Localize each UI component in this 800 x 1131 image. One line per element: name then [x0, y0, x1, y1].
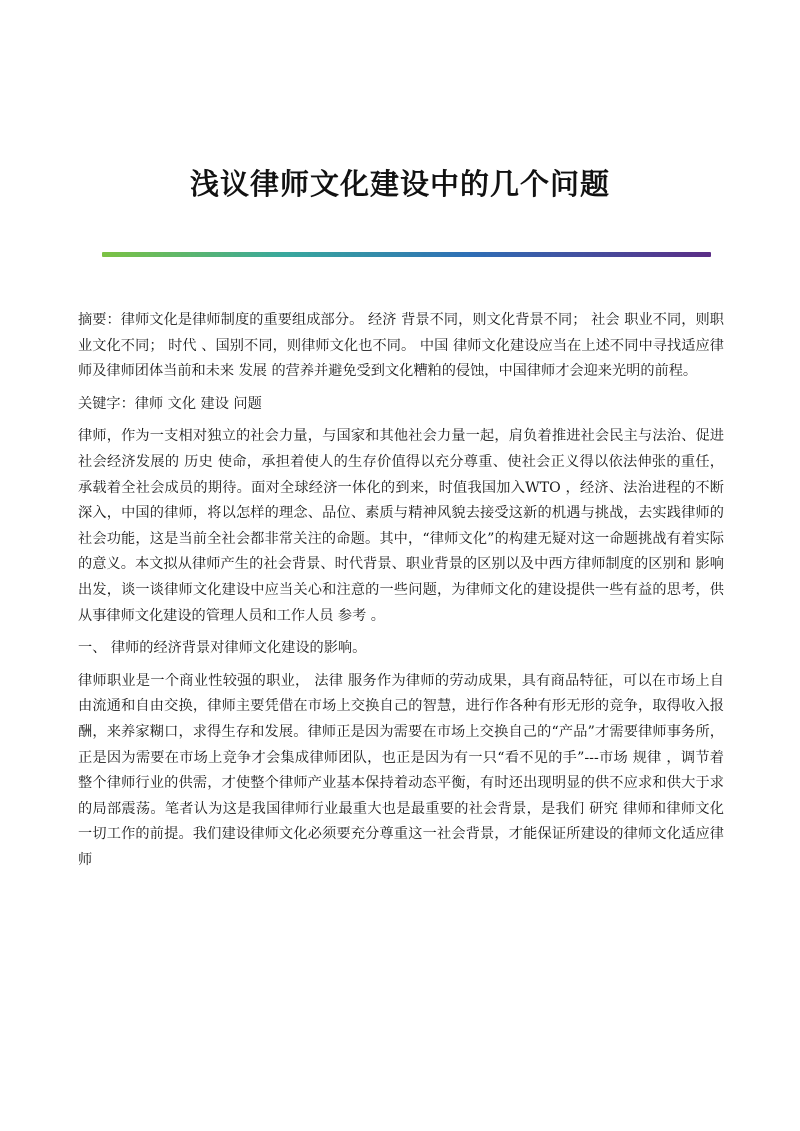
- document-body: [78, 308, 724, 873]
- intro-paragraph: 律师，作为一支相对独立的社会力量，与国家和其他社会力量一起，肩负着推进社会民主与法治、促进社会经济发展的 历史 使命，承担着使人的生存价值得以充分尊重、使社会正义得以依法伸张的重任，承载着全社会成员的期待。面对全球经济一体化的到来，时值我国加入WTO ，经济、法治进程的不断深入，中国的律师，将以怎样的理念、品位、素质与精神风貌去接受这新的机遇与挑战，去实践律师的社会功能，这是当前全社会都非常关注的命题。其中，“律师文化”的构建无疑对这一命题挑战有着实际的意义。本文拟从律师产生的社会背景、时代背景、职业背景的区别以及中西方律师制度的区别和 影响 出发，谈一谈律师文化建设中应当关心和注意的一些问题，为律师文化的建设提供一些有益的思考，供从事律师文化建设的管理人员和工作人员 参考 。: [78, 428, 724, 624]
- keywords-line: 关键字：律师 文化 建设 问题: [78, 395, 262, 412]
- title-divider: [102, 252, 711, 257]
- document-title: 浅议律师文化建设中的几个问题: [189, 167, 610, 201]
- section-body-paragraph: 律师职业是一个商业性较强的职业， 法律 服务作为律师的劳动成果，具有商品特征，可以在市场上自由流通和自由交换，律师主要凭借在市场上交换自己的智慧，进行作各种有形无形的竞争，取得收入报酬，来养家糊口，求得生存和发展。律师正是因为需要在市场上交换自己的“产品”才需要律师事务所，正是因为需要在市场上竞争才会集成律师团队，也正是因为有一只“看不见的手”---市场 规律 ，调节着整个律师行业的供需，才使整个律师产业基本保持着动态平衡，有时还出现明显的供不应求和供大于求的局部震荡。笔者认为这是我国律师行业最重大也是最重要的社会背景，是我们 研究 律师和律师文化一切工作的前提。我们建设律师文化必须要充分尊重这一社会背景，才能保证所建设的律师文化适应律师: [78, 672, 724, 868]
- section-heading: 一、 律师的经济背景对律师文化建设的影响。: [78, 640, 367, 657]
- abstract-paragraph: 摘要：律师文化是律师制度的重要组成部分。 经济 背景不同，则文化背景不同； 社会 职业不同，则职业文化不同； 时代 、国别不同，则律师文化也不同。 中国 律师文化建设应当在上述不同中寻找适应律师及律师团体当前和未来 发展 的营养并避免受到文化糟粕的侵蚀，中国律师才会迎来光明的前程。: [78, 312, 724, 380]
